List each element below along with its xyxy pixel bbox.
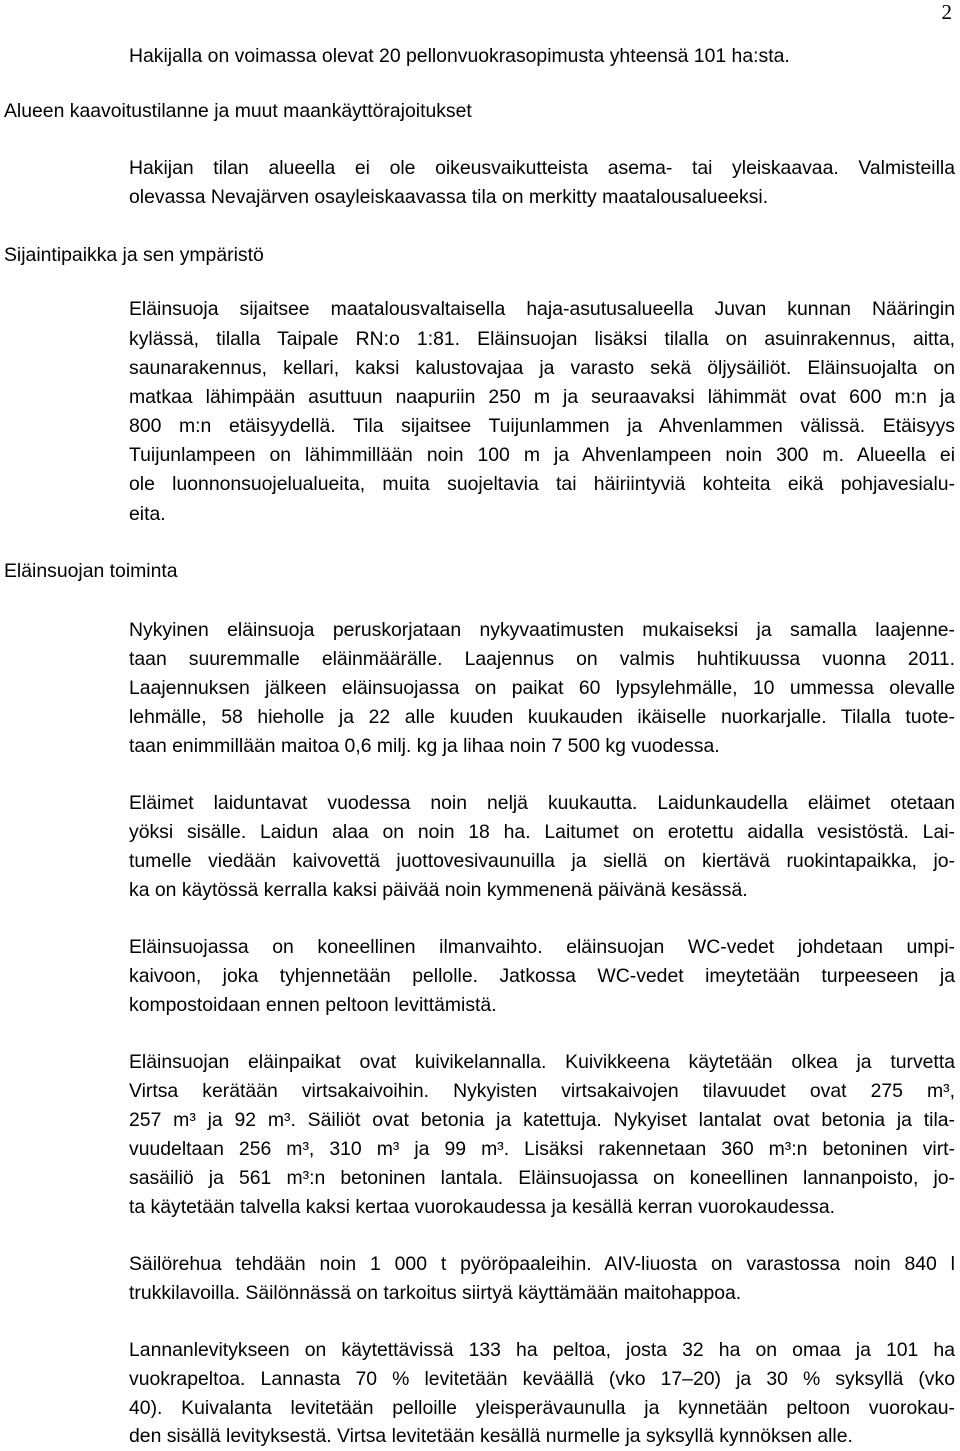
text-line: Lannanlevitykseen on käytettävissä 133 ha peltoa, josta 32 ha on omaa ja 101 ha — [129, 1339, 955, 1361]
text-line: vuokrapeltoa. Lannasta 70 % levitetään keväällä (vko 17–20) ja 30 % syksyllä (vko — [129, 1368, 955, 1390]
text-line: eita. — [129, 503, 166, 525]
text-line: ta käytetään talvella kaksi kertaa vuorokaudessa ja kesällä kerran vuorokaudessa. — [129, 1196, 835, 1218]
text-line: kylässä, tilalla Taipale RN:o 1:81. Eläinsuojan lisäksi tilalla on asuinrakennus, aitta, — [129, 328, 955, 350]
section-heading: Sijaintipaikka ja sen ympäristö — [4, 244, 264, 266]
text-line: ka on käytössä kerralla kaksi päivää noin kymmenenä päivänä kesässä. — [129, 879, 748, 901]
text-line: Eläinsuoja sijaitsee maatalousvaltaisella haja-asutusalueella Juvan kunnan Nääringin — [129, 298, 955, 320]
text-line: taan suuremmalle eläinmäärälle. Laajennus on valmis huhtikuussa vuonna 2011. — [129, 648, 955, 670]
text-line: 800 m:n etäisyydellä. Tila sijaitsee Tuijunlammen ja Ahvenlammen välissä. Etäisyys — [129, 415, 955, 437]
text-line: kaivoon, joka tyhjennetään pellolle. Jatkossa WC-vedet imeytetään turpeeseen ja — [129, 965, 955, 987]
text-line: tumelle viedään kaivovettä juottovesivaunuilla ja siellä on kiertävä ruokintapaikka, jo- — [129, 850, 955, 872]
text-line: Virtsa kerätään virtsakaivoihin. Nykyisten virtsakaivojen tilavuudet ovat 275 m³, — [129, 1080, 955, 1102]
text-line: taan enimmillään maitoa 0,6 milj. kg ja lihaa noin 7 500 kg vuodessa. — [129, 735, 720, 757]
text-line: lehmälle, 58 hieholle ja 22 alle kuuden kuukauden ikäiselle nuorkarjalle. Tilalla tuote- — [129, 706, 955, 728]
text-line: saunarakennus, kellari, kaksi kalustovajaa ja varasto sekä öljysäiliöt. Eläinsuojalta on — [129, 357, 955, 379]
text-line: trukkilavoilla. Säilönnässä on tarkoitus siirtyä käyttämään maitohappoa. — [129, 1282, 742, 1304]
text-line: den sisällä levityksestä. Virtsa levitetään kesällä nurmelle ja syksyllä kynnöksen alle. — [129, 1425, 853, 1447]
text-line: Nykyinen eläinsuoja peruskorjataan nykyvaatimusten mukaiseksi ja samalla laajenne- — [129, 619, 955, 641]
section-heading: Eläinsuojan toiminta — [4, 560, 178, 582]
text-line: 257 m³ ja 92 m³. Säiliöt ovat betonia ja katettuja. Nykyiset lantalat ovat betonia ja tila- — [129, 1109, 955, 1131]
intro-line: Hakijalla on voimassa olevat 20 pellonvuokrasopimusta yhteensä 101 ha:sta. — [129, 45, 790, 67]
text-line: Eläimet laiduntavat vuodessa noin neljä kuukautta. Laidunkaudella eläimet otetaan — [129, 792, 955, 814]
text-line: Tuijunlampeen on lähimmillään noin 100 m ja Ahvenlampeen noin 300 m. Alueella ei — [129, 444, 955, 466]
text-line: Eläinsuojan eläinpaikat ovat kuivikelannalla. Kuivikkeena käytetään olkea ja turvetta — [129, 1051, 955, 1073]
text-line: matkaa lähimpään asuttuun naapuriin 250 m ja seuraavaksi lähimmät ovat 600 m:n ja — [129, 386, 955, 408]
text-line: kompostoidaan ennen peltoon levittämistä. — [129, 994, 497, 1016]
text-line: yöksi sisälle. Laidun alaa on noin 18 ha. Laitumet on erotettu aidalla vesistöstä. Lai- — [129, 821, 955, 843]
text-line: Hakijan tilan alueella ei ole oikeusvaikutteista asema- tai yleiskaavaa. Valmisteilla — [129, 157, 955, 179]
text-line: 40). Kuivalanta levitetään pelloille yleisperävaunulla ja kynnetään peltoon vuorokau- — [129, 1397, 955, 1419]
text-line: Säilörehua tehdään noin 1 000 t pyöröpaaleihin. AIV-liuosta on varastossa noin 840 l — [129, 1253, 955, 1275]
text-line: olevassa Nevajärven osayleiskaavassa tila on merkitty maatalousalueeksi. — [129, 186, 769, 208]
page-number: 2 — [941, 0, 952, 24]
text-line: sasäiliö ja 561 m³:n betoninen lantala. Eläinsuojassa on koneellinen lannanpoisto, jo- — [129, 1167, 955, 1189]
text-line: Eläinsuojassa on koneellinen ilmanvaihto. eläinsuojan WC-vedet johdetaan umpi- — [129, 936, 955, 958]
section-heading: Alueen kaavoitustilanne ja muut maankäyttörajoitukset — [4, 100, 472, 122]
text-line: vuudeltaan 256 m³, 310 m³ ja 99 m³. Lisäksi rakennetaan 360 m³:n betoninen virt- — [129, 1138, 955, 1160]
text-line: ole luonnonsuojelualueita, muita suojeltavia tai häiriintyviä kohteita eikä pohjavesialu- — [129, 473, 955, 495]
text-line: Laajennuksen jälkeen eläinsuojassa on paikat 60 lypsylehmälle, 10 ummessa olevalle — [129, 677, 955, 699]
